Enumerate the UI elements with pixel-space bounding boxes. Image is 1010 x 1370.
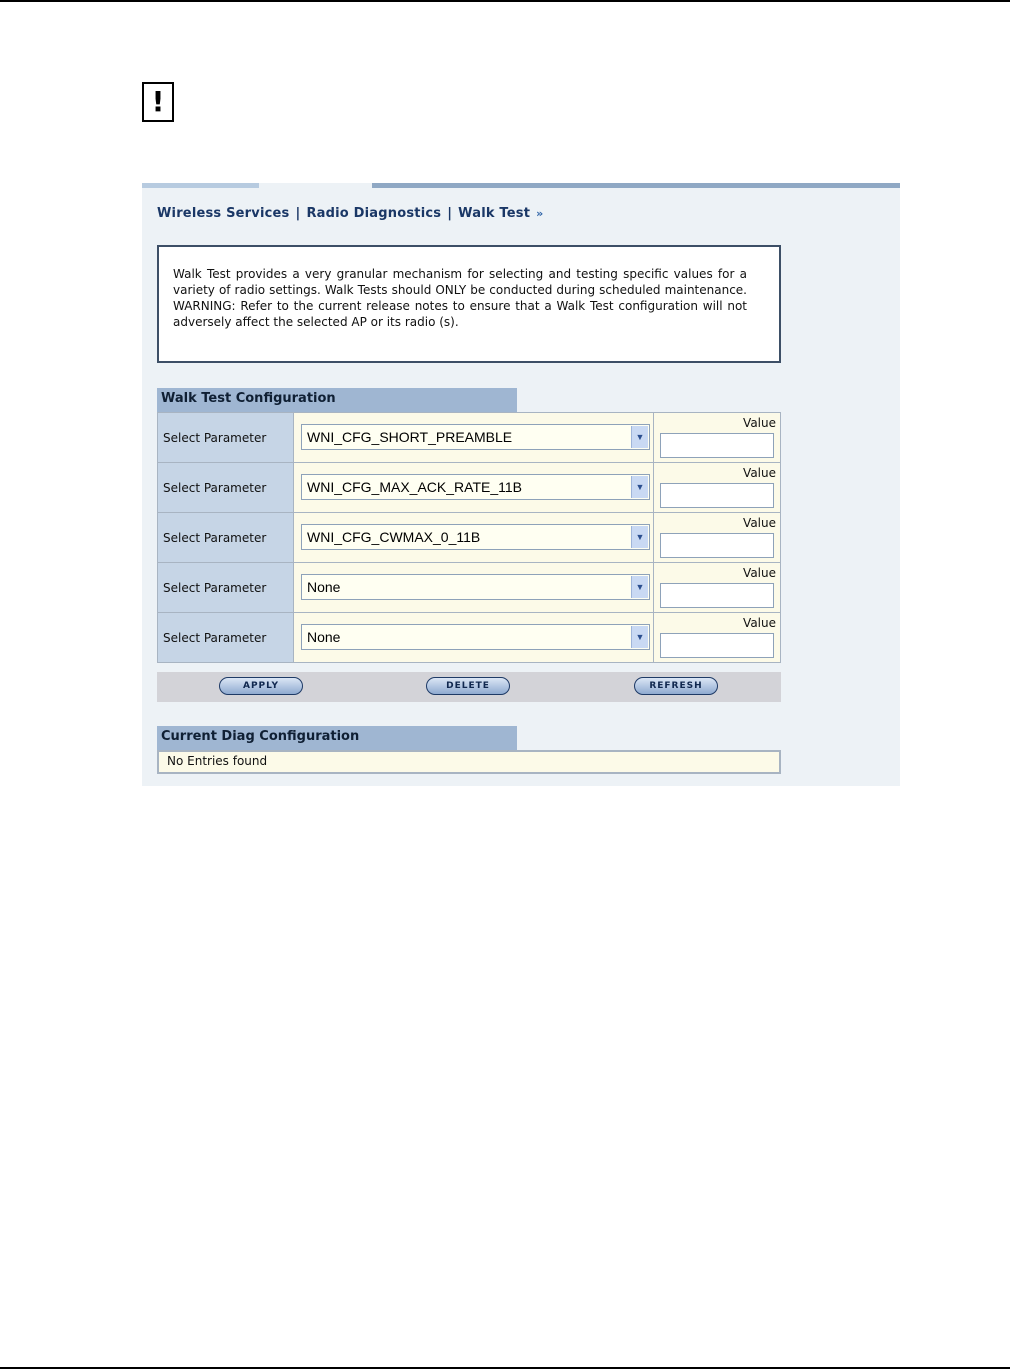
parameter-select-value: WNI_CFG_CWMAX_0_11B (307, 529, 481, 545)
parameter-select-value: None (307, 629, 341, 645)
chevron-down-icon[interactable]: ▼ (631, 626, 648, 648)
value-input[interactable] (660, 433, 774, 458)
chevron-down-icon[interactable]: ▼ (631, 526, 648, 548)
breadcrumb-wireless-services[interactable]: Wireless Services (157, 206, 290, 221)
parameter-select-value: None (307, 579, 341, 595)
tab-strip-left[interactable] (142, 183, 259, 188)
parameter-select-value: WNI_CFG_MAX_ACK_RATE_11B (307, 479, 522, 495)
value-input[interactable] (660, 533, 774, 558)
breadcrumb-radio-diagnostics[interactable]: Radio Diagnostics (306, 206, 442, 221)
refresh-button[interactable]: REFRESH (634, 677, 718, 695)
walk-test-config-table (157, 412, 781, 663)
double-chevron-right-icon: » (536, 207, 544, 220)
bottom-rule (0, 1367, 1010, 1369)
parameter-select[interactable] (301, 524, 650, 550)
chevron-down-icon[interactable]: ▼ (631, 426, 648, 448)
value-label: Value (743, 566, 776, 580)
ui-screenshot (142, 183, 900, 786)
breadcrumb-walk-test: Walk Test (458, 206, 531, 221)
parameter-label: Select Parameter (158, 513, 294, 563)
parameter-select-cell (294, 613, 654, 663)
parameter-label: Select Parameter (158, 613, 294, 663)
parameter-select[interactable] (301, 424, 650, 450)
parameter-select-cell (294, 413, 654, 463)
parameter-select-cell (294, 513, 654, 563)
walk-test-config-header: Walk Test Configuration (157, 388, 517, 412)
apply-button[interactable]: APPLY (219, 677, 303, 695)
chevron-down-icon[interactable]: ▼ (631, 476, 648, 498)
value-input[interactable] (660, 633, 774, 658)
value-cell (654, 413, 781, 463)
parameter-label: Select Parameter (158, 413, 294, 463)
button-bar (157, 672, 781, 702)
parameter-label: Select Parameter (158, 463, 294, 513)
table-row (158, 413, 781, 463)
parameter-label: Select Parameter (158, 563, 294, 613)
parameter-select-value: WNI_CFG_SHORT_PREAMBLE (307, 429, 513, 445)
parameter-select-cell (294, 563, 654, 613)
table-row (158, 513, 781, 563)
table-row (158, 463, 781, 513)
parameter-select[interactable] (301, 574, 650, 600)
breadcrumb-separator: | (295, 206, 301, 221)
table-row (158, 563, 781, 613)
description-text: Walk Test provides a very granular mechanism for selecting and testing specific values for a variety of radio settings. Walk Tests should ONLY be conducted during scheduled maintenance. WARNING: Refer to the current release notes to ensure that a Walk Test configuration will not adversely affect the selected AP or its radio (s). (173, 267, 747, 329)
value-cell (654, 563, 781, 613)
current-diag-header: Current Diag Configuration (157, 726, 517, 750)
parameter-select[interactable] (301, 474, 650, 500)
delete-button[interactable]: DELETE (426, 677, 510, 695)
value-input[interactable] (660, 483, 774, 508)
nav-tab-strip (142, 183, 900, 188)
value-cell (654, 613, 781, 663)
description-box (157, 245, 781, 363)
chevron-down-icon[interactable]: ▼ (631, 576, 648, 598)
value-label: Value (743, 416, 776, 430)
top-rule (0, 0, 1010, 2)
value-input[interactable] (660, 583, 774, 608)
tab-strip-active[interactable] (259, 183, 372, 188)
table-row (158, 613, 781, 663)
caution-icon: ! (142, 82, 174, 122)
value-label: Value (743, 516, 776, 530)
parameter-select-cell (294, 463, 654, 513)
value-label: Value (743, 616, 776, 630)
value-label: Value (743, 466, 776, 480)
no-entries-message: No Entries found (157, 750, 781, 774)
value-cell (654, 513, 781, 563)
breadcrumb-separator: | (447, 206, 453, 221)
parameter-select[interactable] (301, 624, 650, 650)
breadcrumb (157, 206, 543, 221)
value-cell (654, 463, 781, 513)
